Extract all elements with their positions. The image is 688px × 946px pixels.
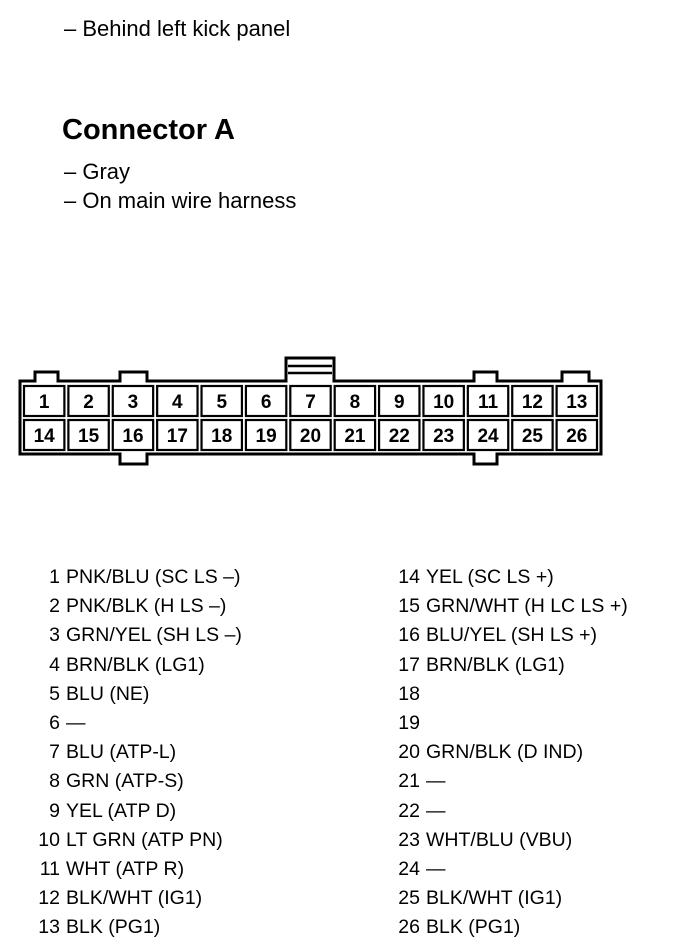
pin-cell-5 [202,386,242,416]
pin-wire-description: BLU (ATP-L) [66,741,177,764]
pin-wire-description: WHT (ATP R) [66,858,185,880]
pin-cell-number: 14 [33,426,55,447]
pin-wire-description: WHT/BLU (VBU) [426,828,573,851]
pin-number: 17 [398,653,420,676]
pin-row-7 [26,738,176,767]
pin-cell-number: 15 [78,426,100,447]
pin-cell-9 [379,386,419,416]
pin-wire-description: LT GRN (ATP PN) [66,828,223,851]
pin-wire-description: YEL (ATP D) [66,799,177,822]
pin-cell-4 [157,386,197,416]
pin-number: 14 [398,566,420,588]
pin-row-24 [386,855,446,884]
pin-row-17 [386,651,565,680]
pin-cell-6 [246,386,286,416]
pin-number: 16 [398,624,420,647]
pin-cell-number: 5 [216,392,228,413]
pin-cell-number: 18 [211,426,233,447]
pin-number: 18 [398,682,420,705]
pin-wire-description: BRN/BLK (LG1) [426,653,565,676]
pin-row-3 [26,621,242,650]
pin-number: 3 [49,624,60,647]
pin-row-13 [26,913,160,942]
pin-cell-number: 17 [166,426,188,447]
pin-number: 11 [39,858,60,880]
pin-cell-number: 19 [255,426,277,447]
pin-cell-number: 20 [299,426,322,447]
pin-number: 21 [398,770,420,793]
pin-number: 2 [49,595,60,618]
pin-row-16 [386,621,597,650]
pin-row-9 [26,797,176,826]
pin-cell-number: 11 [477,392,499,413]
connector-color-note: – Gray [64,159,131,184]
pin-number: 9 [49,799,60,822]
pin-wire-description: BLK/WHT (IG1) [426,887,563,910]
pin-cell-number: 26 [566,426,588,447]
pin-cell-number: 22 [388,426,410,447]
pin-number: 25 [398,887,420,910]
pin-cell-19 [246,420,286,450]
pin-wire-description: PNK/BLK (H LS –) [66,595,227,618]
pin-row-22 [386,797,446,826]
pin-cell-number: 4 [172,392,183,413]
pin-number: 23 [398,828,420,851]
location-note: – Behind left kick panel [64,16,291,41]
pin-cell-number: 24 [477,426,499,447]
pin-cell-17 [157,420,197,450]
pin-cell-number: 23 [433,426,455,447]
pin-row-18 [386,680,426,709]
connector-title: Connector A [62,114,235,146]
pin-number: 5 [49,682,60,705]
pin-number: 6 [49,712,60,734]
pin-cell-12 [512,386,552,416]
pin-wire-description: BLK (PG1) [66,916,161,939]
pin-row-15 [386,592,628,621]
pin-wire-description: GRN (ATP-S) [66,770,184,793]
pin-number: 10 [38,828,60,851]
pin-cell-11 [468,386,508,416]
connector-harness-note: – On main wire harness [64,188,297,213]
pin-row-4 [26,651,205,680]
pin-cell-24 [468,420,508,450]
pin-cell-3 [113,386,153,416]
pin-cell-number: 2 [83,392,94,413]
pin-cell-14 [24,420,64,450]
pin-number: 24 [398,858,420,880]
pin-cell-8 [335,386,375,416]
pin-number: 13 [38,916,60,939]
pin-row-25 [386,884,562,913]
pin-number: 1 [49,566,60,588]
pin-cell-26 [557,420,597,450]
pin-row-10 [26,826,223,855]
pin-number: 12 [38,887,60,910]
pin-wire-description: GRN/YEL (SH LS –) [66,624,242,647]
pin-row-21 [386,767,446,796]
pin-wire-description: GRN/WHT (H LC LS +) [426,595,628,618]
pin-cell-18 [202,420,242,450]
pin-cell-number: 7 [305,392,316,413]
pin-number: 4 [49,653,60,676]
pin-row-12 [26,884,202,913]
pin-number: 8 [49,770,60,793]
pin-row-8 [26,767,184,796]
pin-cell-10 [423,386,463,416]
pin-wire-description: — [426,770,446,793]
pin-number: 20 [398,741,420,764]
pin-cell-number: 6 [260,392,272,413]
pin-cell-number: 21 [344,426,366,447]
pin-cell-22 [379,420,419,450]
pin-wire-description: BRN/BLK (LG1) [66,653,205,676]
pin-wire-description: PNK/BLU (SC LS –) [66,566,241,588]
pin-cell-16 [113,420,153,450]
pin-wire-description: BLU (NE) [66,682,150,705]
pin-wire-description: BLK (PG1) [426,916,521,939]
pin-number: 26 [398,916,420,939]
pin-row-5 [26,680,149,709]
pin-wire-description: BLU/YEL (SH LS +) [426,624,598,647]
pin-number: 22 [398,799,420,822]
pin-row-26 [386,913,520,942]
pin-cell-15 [68,420,108,450]
pin-row-20 [386,738,583,767]
pin-cell-number: 10 [433,392,455,413]
pin-cell-20 [290,420,330,450]
pin-number: 7 [49,741,60,764]
pin-number: 19 [398,712,420,734]
pin-cell-number: 16 [122,426,144,447]
pin-cell-13 [557,386,597,416]
pin-cell-1 [24,386,64,416]
pin-wire-description: — [426,858,446,880]
pin-cell-number: 1 [38,392,50,413]
pin-row-23 [386,826,572,855]
pin-cell-number: 12 [521,392,543,413]
pin-row-6 [26,709,86,738]
pin-number: 15 [398,595,420,618]
pin-cell-number: 25 [521,426,543,447]
pin-cell-23 [423,420,463,450]
pin-cell-7 [290,386,330,416]
pin-wire-description: — [66,712,86,734]
pin-cell-number: 3 [127,392,139,413]
pin-cell-25 [512,420,552,450]
pin-cell-2 [68,386,108,416]
pin-row-1 [26,563,240,592]
pin-row-19 [386,709,426,738]
pin-wire-description: GRN/BLK (D IND) [426,741,584,764]
pin-wire-description: BLK/WHT (IG1) [66,887,203,910]
pin-row-2 [26,592,226,621]
pin-wire-description: — [426,799,446,822]
pin-cell-21 [335,420,375,450]
pin-cell-number: 9 [393,392,405,413]
pin-row-11 [26,855,184,884]
pin-wire-description: YEL (SC LS +) [426,566,554,588]
pin-cell-number: 13 [566,392,588,413]
pin-row-14 [386,563,554,592]
pin-cell-number: 8 [349,392,361,413]
